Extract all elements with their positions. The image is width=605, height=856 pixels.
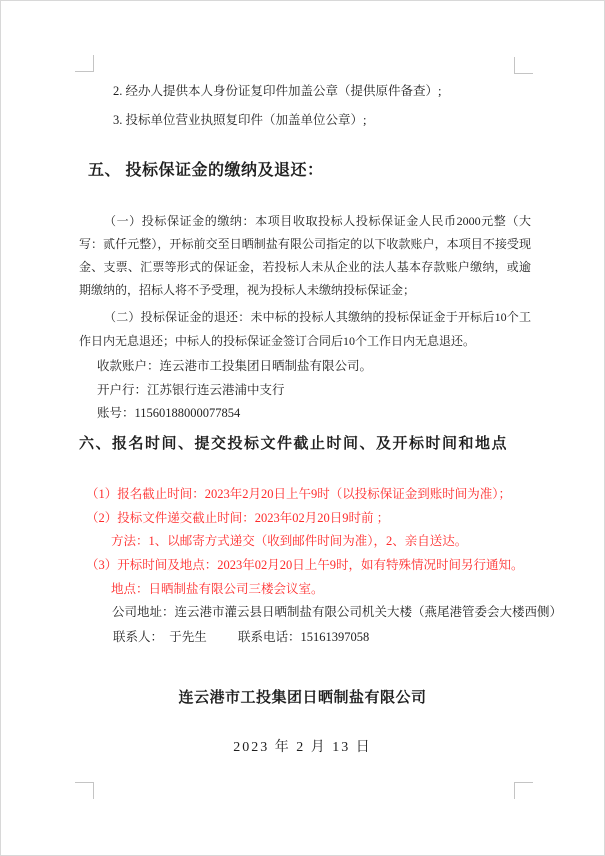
bid-submission-deadline-line: （2）投标文件递交截止时间：2023年02月20日9时前 ；	[86, 511, 390, 525]
issue-date: 2023 年 2 月 13 日	[233, 740, 372, 755]
prelim-item-3: 3. 投标单位营业执照复印件（加盖单位公章）;	[113, 113, 367, 127]
bid-opening-location-line: 地点：日晒制盐有限公司三楼会议室。	[111, 582, 324, 596]
company-address-line: 公司地址：连云港市灌云县日晒制盐有限公司机关大楼（燕尾港管委会大楼西侧）	[112, 605, 563, 619]
section5-paragraph-1: （一）投标保证金的缴纳：本项目收取投标人投标保证金人民币2000元整（大写：贰仟元整），开标前交至日晒制盐有限公司指定的以下收款账户，本项目不接受现金、支票、汇票等形式的保证金，若投标人未从企业的法人基本存款账户缴纳，或逾期缴纳的，招标人将不予受理，视为投标人未缴纳投标保证金；	[79, 214, 531, 297]
text-boundary-mark-top-right	[514, 57, 533, 74]
beneficiary-account-name: 收款账户：连云港市工投集团日晒制盐有限公司。	[97, 359, 373, 373]
text-boundary-mark-bottom-left	[75, 782, 94, 799]
submission-method-line: 方法：1、以邮寄方式递交（收到邮件时间为准），2、亲自送达。	[111, 534, 468, 548]
section5-heading: 五、 投标保证金的缴纳及退还：	[88, 162, 324, 179]
issuer-company-name: 连云港市工投集团日晒制盐有限公司	[178, 690, 427, 706]
section6-heading: 六、报名时间、提交投标文件截止时间、及开标时间和地点	[79, 436, 509, 452]
section5-paragraph-2: （二）投标保证金的退还：未中标的投标人其缴纳的投标保证金于开标后10个工作日内无息退还；中标人的投标保证金签订合同后10个工作日内无息退还。	[79, 310, 531, 348]
registration-deadline-line: （1）报名截止时间：2023年2月20日上午9时（以投标保证金到账时间为准）；	[86, 487, 512, 501]
text-boundary-mark-bottom-right	[514, 782, 533, 799]
beneficiary-bank: 开户行：江苏银行连云港浦中支行	[97, 383, 285, 397]
text-boundary-mark-top-left	[75, 55, 94, 72]
bid-opening-time-line: （3）开标时间及地点：2023年02月20日上午9时，如有特殊情况时间另行通知。	[86, 558, 524, 572]
prelim-item-2: 2. 经办人提供本人身份证复印件加盖公章（提供原件备查）;	[113, 84, 442, 98]
contact-line: 联系人： 于先生 联系电话：15161397058	[113, 630, 370, 644]
beneficiary-account-number: 账号：11560188000077854	[97, 406, 241, 420]
